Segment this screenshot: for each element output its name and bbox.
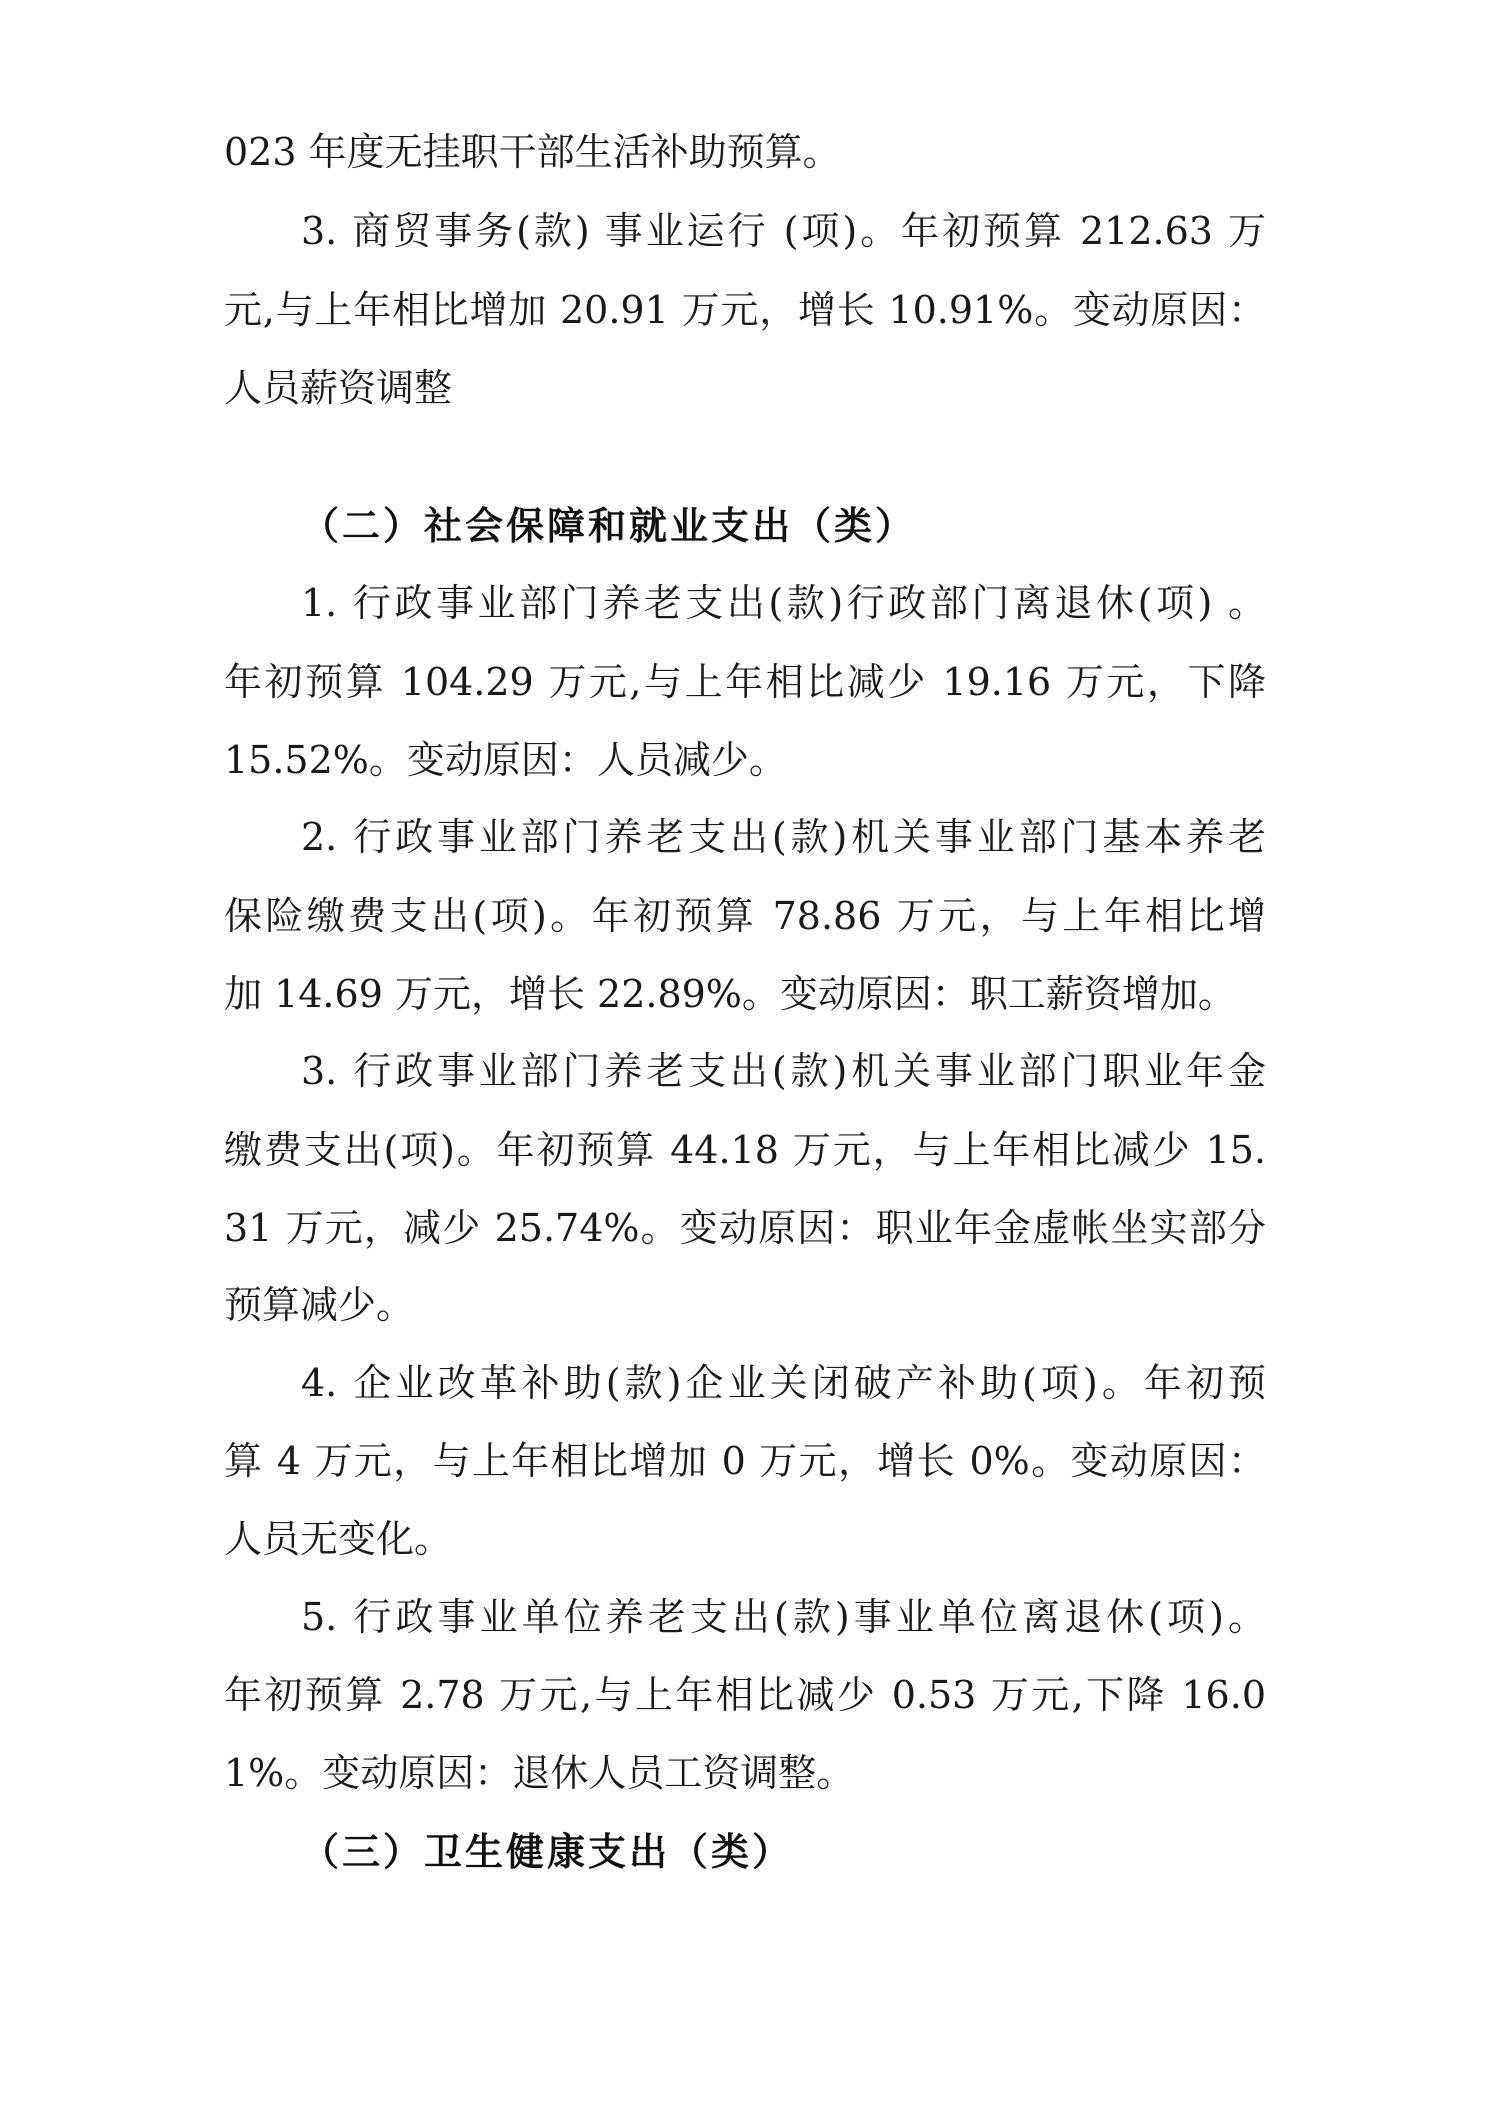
text-line: 3. 商贸事务(款) 事业运行 (项)。年初预算 212.63 万 xyxy=(301,209,1266,253)
text-line: 15.52%。变动原因：人员减少。 xyxy=(224,738,787,782)
section-heading: （三）卫生健康支出（类） xyxy=(301,1830,794,1874)
text-line: 人员薪资调整 xyxy=(224,366,453,410)
text-line: 5. 行政事业单位养老支出(款)事业单位离退休(项)。 xyxy=(301,1595,1266,1639)
section-heading: （二）社会保障和就业支出（类） xyxy=(301,504,917,548)
text-line: 保险缴费支出(项)。年初预算 78.86 万元，与上年相比增 xyxy=(224,894,1266,938)
text-line: 1. 行政事业部门养老支出(款)行政部门离退休(项) 。 xyxy=(301,581,1266,625)
text-line: 31 万元，减少 25.74%。变动原因：职业年金虚帐坐实部分 xyxy=(224,1206,1266,1250)
text-line: 人员无变化。 xyxy=(224,1517,453,1561)
text-line: 元,与上年相比增加 20.91 万元，增长 10.91%。变动原因： xyxy=(224,288,1266,332)
text-line: 3. 行政事业部门养老支出(款)机关事业部门职业年金 xyxy=(301,1049,1266,1093)
text-line: 预算减少。 xyxy=(224,1283,415,1327)
text-line: 加 14.69 万元，增长 22.89%。变动原因：职工薪资增加。 xyxy=(224,972,1236,1016)
text-line: 1%。变动原因：退休人员工资调整。 xyxy=(224,1751,855,1795)
text-line: 年初预算 2.78 万元,与上年相比减少 0.53 万元,下降 16.0 xyxy=(224,1673,1266,1717)
text-line: 2. 行政事业部门养老支出(款)机关事业部门基本养老 xyxy=(301,815,1266,859)
text-line: 缴费支出(项)。年初预算 44.18 万元，与上年相比减少 15. xyxy=(224,1128,1266,1172)
text-line: 算 4 万元，与上年相比增加 0 万元，增长 0%。变动原因： xyxy=(224,1439,1266,1483)
text-line: 年初预算 104.29 万元,与上年相比减少 19.16 万元，下降 xyxy=(224,660,1266,704)
text-line: 4. 企业改革补助(款)企业关闭破产补助(项)。年初预 xyxy=(301,1361,1266,1405)
text-line: 023 年度无挂职干部生活补助预算。 xyxy=(224,130,841,174)
